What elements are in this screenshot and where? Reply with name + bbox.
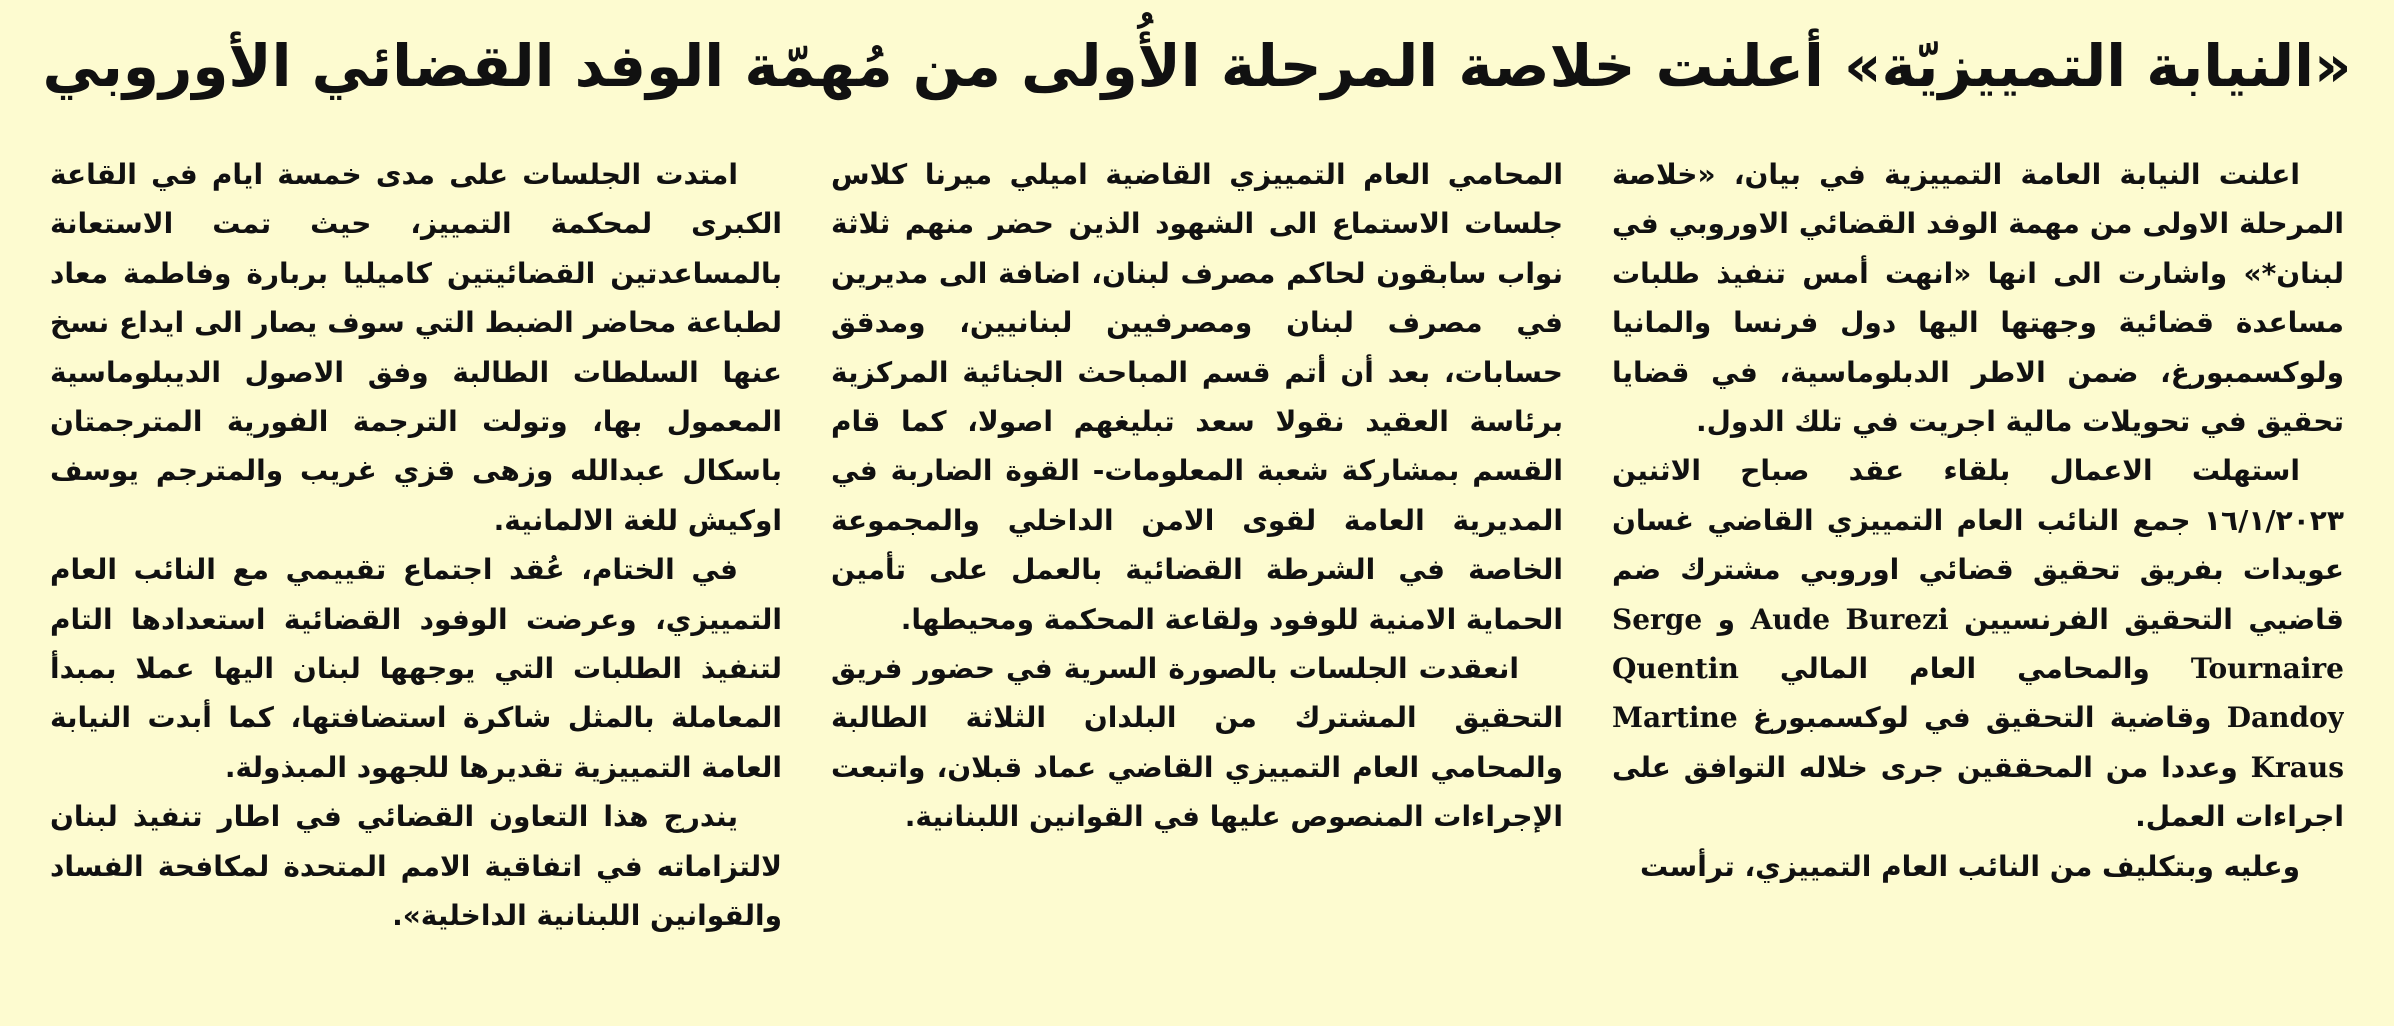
name-aude-burezi: Aude Burezi	[1750, 602, 1949, 636]
paragraph-hearings: المحامي العام التمييزي القاضية اميلي ميرنا كلاس جلسات الاستماع الى الشهود الذين حضر منهم ثلاثة نواب سابقون لحاكم مصرف لبنان، اضافة الى مديرين في مصرف لبنان ومصرفيين لبنانيين، ومدقق حسابات، بعد أن أتم قسم المباحث الجنائية المركزية برئاسة العقيد نقولا سعد تبليغهم اصولا، كما قام القسم بمشاركة شعبة المعلومات- القوة الضاربة في المديرية العامة لقوى الامن الداخلي والمجموعة الخاصة في الشرطة القضائية بالعمل على تأمين الحماية الامنية للوفود ولقاعة المحكمة ومحيطها.	[831, 158, 1563, 636]
paragraph-assignment-start: وعليه وبتكليف من النائب العام التمييزي، ترأست	[1640, 849, 2300, 883]
paragraph-meeting-text-4: وعددا من المحققين جرى خلاله التوافق على اجراءات العمل.	[1612, 750, 2344, 834]
paragraph-cooperation: يندرج هذا التعاون القضائي في اطار تنفيذ لبنان لالتزاماته في اتفاقية الامم المتحدة لمكافحة الفساد والقوانين اللبنانية الداخلية».	[50, 800, 782, 933]
paragraph-intro: اعلنت النيابة العامة التمييزية في بيان، «خلاصة المرحلة الاولى من مهمة الوفد القضائي الاوروبي في لبنان*» واشارت الى انها «انهت أمس تنفيذ طلبات مساعدة قضائية وجهتها اليها دول فرنسا والمانيا ولوكسمبورغ، ضمن الاطر الدبلوماسية، في قضايا تحقيق في تحويلات مالية اجريت في تلك الدول.	[1612, 158, 2344, 439]
paragraph-meeting-text-2: والمحامي العام المالي	[1779, 652, 2150, 686]
headline: «النيابة التمييزيّة» أعلنت خلاصة المرحلة الأُولى من مُهمّة الوفد القضائي الأوروبي	[42, 32, 2352, 100]
article-body	[50, 150, 2344, 1006]
name-quentin-dandoy: Quentin Dandoy	[1612, 652, 2344, 735]
paragraph-meeting	[1612, 446, 2344, 841]
column-middle	[831, 150, 1563, 1006]
name-martine-kraus: Martine Kraus	[1612, 701, 2344, 784]
paragraph-meeting-text-3: وقاضية التحقيق في لوكسمبورغ	[1752, 701, 2212, 735]
conjunction-and: و	[1717, 602, 1736, 636]
paragraph-sessions-secret: انعقدت الجلسات بالصورة السرية في حضور فريق التحقيق المشترك من البلدان الثلاثة الطالبة والمحامي العام التمييزي القاضي عماد قبلان، واتبعت الإجراءات المنصوص عليها في القوانين اللبنانية.	[831, 652, 1563, 834]
paragraph-duration: امتدت الجلسات على مدى خمسة ايام في القاعة الكبرى لمحكمة التمييز، حيث تمت الاستعانة بالمساعدتين القضائيتين كاميليا بربارة وفاطمة معاد لطباعة محاضر الضبط التي سوف يصار الى ايداع نسخ عنها السلطات الطالبة وفق الاصول الديبلوماسية المعمول بها، وتولت الترجمة الفورية المترجمتان باسكال عبدالله وزهى قزي غريب والمترجم يوسف اوكيش للغة الالمانية.	[50, 158, 782, 537]
name-serge-tournaire: Serge Tournaire	[1612, 602, 2344, 686]
paragraph-meeting-text-1: استهلت الاعمال بلقاء عقد صباح الاثنين ١٦/١/٢٠٢٣ جمع النائب العام التمييزي القاضي غسان عويدات بفريق تحقيق قضائي اوروبي مشترك ضم قاضيي التحقيق الفرنسيين	[1612, 454, 2344, 636]
column-left	[50, 150, 782, 1006]
column-right	[1612, 150, 2344, 1006]
paragraph-conclusion: في الختام، عُقد اجتماع تقييمي مع النائب العام التمييزي، وعرضت الوفود القضائية استعدادها التام لتنفيذ الطلبات التي يوجهها لبنان اليها عملا بمبدأ المعاملة بالمثل شاكرة استضافتها، كما أبدت النيابة العامة التمييزية تقديرها للجهود المبذولة.	[50, 553, 782, 784]
